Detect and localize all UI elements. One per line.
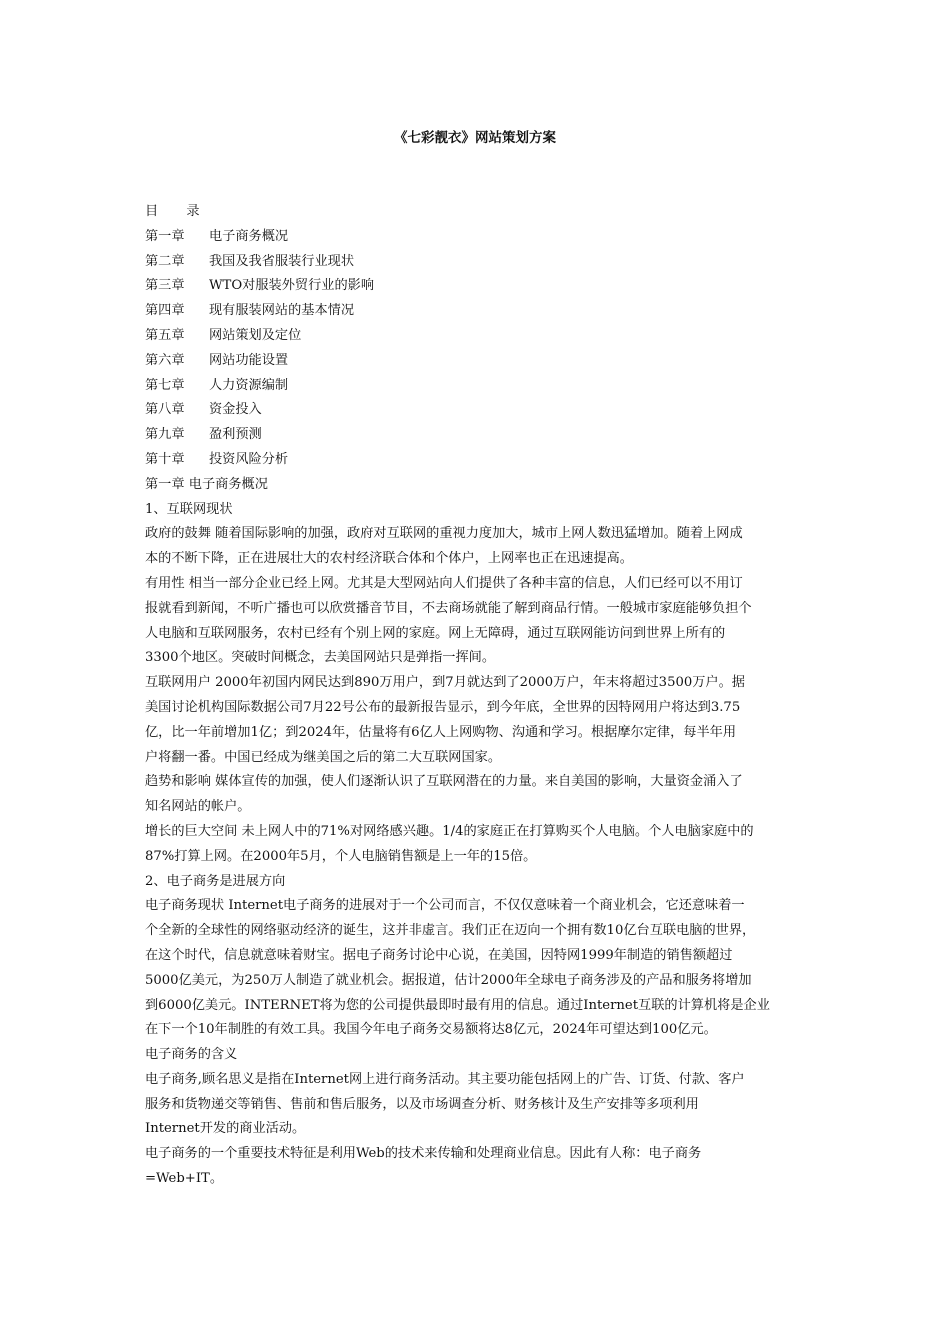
toc-item [145,225,810,250]
toc-item [145,349,810,374]
toc-chapter-title: 电子商务概况 [209,228,289,244]
body-line: 增长的巨大空间 未上网人中的71%对网络感兴趣。1/4的家庭正在打算购买个人电脑。个人电脑家庭中的 [145,823,754,839]
body-line: 电子商务的一个重要技术特征是利用Web的技术来传输和处理商业信息。因此有人称：电子商务 [145,1146,702,1162]
toc-chapter-number: 第六章 [145,352,185,368]
toc-chapter-number: 第一章 [145,228,185,244]
body-line: 有用性 相当一部分企业已经上网。尤其是大型网站向人们提供了各种丰富的信息，人们已经可以不用订 [145,575,743,591]
body-line: 趋势和影响 媒体宣传的加强，使人们逐渐认识了互联网潜在的力量。来自美国的影响，大量资金涌入了 [145,774,743,790]
toc-chapter-title: 网站功能设置 [209,352,289,368]
toc-item [145,250,810,275]
body-line: 服务和货物递交等销售、售前和售后服务，以及市场调查分析、财务核计及生产安排等多项利用 [145,1096,699,1112]
chapter-heading: 第一章 电子商务概况 [145,476,268,492]
toc-item [145,448,810,473]
toc-chapter-number: 第十章 [145,451,185,467]
toc-chapter-number: 第五章 [145,327,185,343]
toc-chapter-number: 第九章 [145,427,185,443]
toc-heading: 目 录 [145,204,212,219]
body-line: 户将翻一番。中国已经成为继美国之后的第二大互联网国家。 [145,749,502,765]
body-line: 报就看到新闻，不听广播也可以欣赏播音节目，不去商场就能了解到商品行情。一般城市家庭能够负担个 [145,600,752,616]
body-line: 亿，比一年前增加1亿；到2024年，估量将有6亿人上网购物、沟通和学习。根据摩尔定律，每半年用 [145,724,737,740]
toc-item [145,274,810,299]
body-line: 3300个地区。突破时间概念，去美国网站只是弹指一挥间。 [145,650,496,666]
body-line: 在这个时代，信息就意味着财宝。据电子商务讨论中心说，在美国，因特网1999年制造的销售额超过 [145,947,733,963]
document-title: 《七彩靓衣》网站策划方案 [394,130,556,146]
toc-chapter-title: WTO对服装外贸行业的影响 [209,278,375,294]
toc-item [145,423,810,448]
document-body [145,200,810,1192]
body-line: 个全新的全球性的网络驱动经济的诞生，这并非虚言。我们正在迈向一个拥有数10亿台互联电脑的世界， [145,923,756,939]
toc-item [145,299,810,324]
toc-chapter-title: 盈利预测 [209,427,262,443]
body-line: 到6000亿美元。INTERNET将为您的公司提供最即时最有用的信息。通过Internet互联的计算机将是企业 [145,997,770,1013]
toc-chapter-number: 第七章 [145,377,185,393]
body-line: 87%打算上网。在2000年5月，个人电脑销售额是上一年的15倍。 [145,848,537,864]
body-line: 知名网站的帐户。 [145,799,251,815]
section-heading: 2、电子商务是进展方向 [145,873,286,889]
body-line: 电子商务现状 Internet电子商务的进展对于一个公司而言，不仅仅意味着一个商业机会，它还意味着一 [145,898,745,914]
toc-chapter-title: 我国及我省服装行业现状 [209,253,355,269]
toc-chapter-number: 第二章 [145,253,185,269]
body-line: =Web+IT。 [145,1171,224,1187]
body-line: 政府的鼓舞 随着国际影响的加强，政府对互联网的重视力度加大，城市上网人数迅猛增加。随着上网成 [145,526,743,542]
toc-item [145,324,810,349]
toc-chapter-number: 第四章 [145,303,185,319]
body-line: 电子商务,顾名思义是指在Internet网上进行商务活动。其主要功能包括网上的广告、订货、付款、客户 [145,1071,745,1087]
toc-item [145,398,810,423]
body-line: 互联网用户 2000年初国内网民达到890万用户，到7月就达到了2000万户，年末将超过3500万户。据 [145,675,745,691]
subsection-heading: 电子商务的含义 [145,1047,238,1063]
body-line: 在下一个10年制胜的有效工具。我国今年电子商务交易额将达8亿元，2024年可望达到100亿元。 [145,1022,717,1038]
body-line: 美国讨论机构国际数据公司7月22号公布的最新报告显示，到今年底，全世界的因特网用户将达到3.75 [145,699,741,715]
body-line: 本的不断下降，正在进展壮大的农村经济联合体和个体户，上网率也正在迅速提高。 [145,551,633,567]
toc-chapter-title: 现有服装网站的基本情况 [209,303,355,319]
toc-item [145,374,810,399]
body-line: 5000亿美元，为250万人制造了就业机会。据报道，估计2000年全球电子商务涉及的产品和服务将增加 [145,972,752,988]
body-line: 人电脑和互联网服务，农村已经有个别上网的家庭。网上无障碍，通过互联网能访问到世界上所有的 [145,625,726,641]
section-heading: 1、互联网现状 [145,501,233,517]
toc-chapter-title: 资金投入 [209,402,262,418]
toc-chapter-number: 第三章 [145,278,185,294]
body-line: Internet开发的商业活动。 [145,1121,306,1137]
body-text [145,473,810,1192]
toc-chapter-title: 投资风险分析 [209,451,289,467]
toc-chapter-title: 网站策划及定位 [209,327,302,343]
toc-chapter-title: 人力资源编制 [209,377,289,393]
toc-chapter-number: 第八章 [145,402,185,418]
